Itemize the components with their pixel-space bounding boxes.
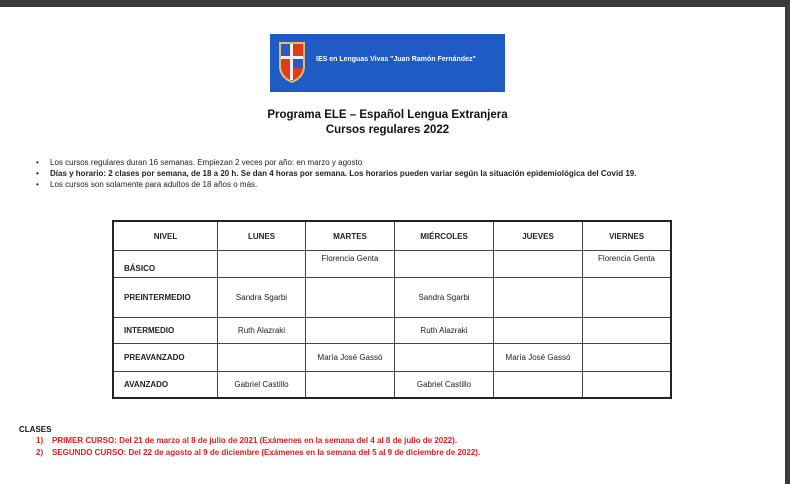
table-cell <box>494 318 583 344</box>
course-text: SEGUNDO CURSO: Del 22 de agosto al 9 de diciembre (Exámenes en la semana del 5 al 9 de diciembre de 2022). <box>52 448 481 457</box>
header-viernes: VIERNES <box>583 221 672 251</box>
table-cell <box>306 318 395 344</box>
table-cell <box>583 318 672 344</box>
table-cell: Florencia Genta <box>306 251 395 278</box>
course-item-2 <box>36 448 480 457</box>
table-cell: Ruth Alazraki <box>218 318 306 344</box>
table-cell <box>395 344 494 372</box>
table-cell: Sandra Sgarbi <box>395 278 494 318</box>
page-subtitle: Cursos regulares 2022 <box>325 124 450 136</box>
table-cell <box>583 372 672 398</box>
page-title: Programa ELE – Español Lengua Extranjera <box>267 109 508 121</box>
header-nivel: NIVEL <box>113 221 218 251</box>
table-cell: Gabriel Castillo <box>218 372 306 398</box>
table-cell <box>494 251 583 278</box>
table-header-row <box>113 221 671 251</box>
shield-logo-icon <box>278 40 306 84</box>
header-miercoles: MIÉRCOLES <box>395 221 494 251</box>
table-row <box>113 318 671 344</box>
table-cell <box>306 372 395 398</box>
header-martes: MARTES <box>306 221 395 251</box>
list-item: • Los cursos son solamente para adultos de 18 años o más. <box>36 179 636 190</box>
clases-heading: CLASES <box>19 425 52 434</box>
table-cell: Gabriel Castillo <box>395 372 494 398</box>
header-lunes: LUNES <box>218 221 306 251</box>
info-list <box>36 157 636 190</box>
table-cell: María José Gassó <box>306 344 395 372</box>
table-cell <box>583 344 672 372</box>
table-cell: Ruth Alazraki <box>395 318 494 344</box>
table-cell <box>395 251 494 278</box>
schedule-table <box>112 220 672 399</box>
table-row <box>113 251 671 278</box>
level-cell: INTERMEDIO <box>113 318 218 344</box>
table-cell <box>583 278 672 318</box>
list-item <box>36 168 636 179</box>
table-cell <box>218 344 306 372</box>
level-cell: BÁSICO <box>113 251 218 278</box>
list-item-text: : 2 clases por semana, de 18 a 20 h. Se dan 4 horas por semana. Los horarios pueden variar según la situación epidemiológica del Covid 19. <box>103 169 637 178</box>
header-jueves: JUEVES <box>494 221 583 251</box>
course-number: 2) <box>36 448 44 457</box>
course-text: PRIMER CURSO: Del 21 de marzo al 8 de julio de 2021 (Exámenes en la semana del 4 al 8 de julio de 2022). <box>52 436 458 445</box>
institution-name: IES en Lenguas Vivas "Juan Ramón Fernández" <box>316 56 476 63</box>
table-cell <box>494 372 583 398</box>
bold-label: Días y horario <box>50 169 104 178</box>
course-number: 1) <box>36 436 44 445</box>
document-page <box>0 7 785 484</box>
table-cell <box>306 278 395 318</box>
institution-banner <box>270 34 505 92</box>
level-cell: PREINTERMEDIO <box>113 278 218 318</box>
table-row <box>113 372 671 398</box>
table-row <box>113 344 671 372</box>
table-row <box>113 278 671 318</box>
table-cell <box>218 251 306 278</box>
list-item: • Los cursos regulares duran 16 semanas. Empiezan 2 veces por año: en marzo y agosto <box>36 157 636 168</box>
table-cell: Sandra Sgarbi <box>218 278 306 318</box>
course-item-1 <box>36 436 457 445</box>
table-cell: María José Gassó <box>494 344 583 372</box>
level-cell: AVANZADO <box>113 372 218 398</box>
table-cell: Florencia Genta <box>583 251 672 278</box>
table-cell <box>494 278 583 318</box>
level-cell: PREAVANZADO <box>113 344 218 372</box>
